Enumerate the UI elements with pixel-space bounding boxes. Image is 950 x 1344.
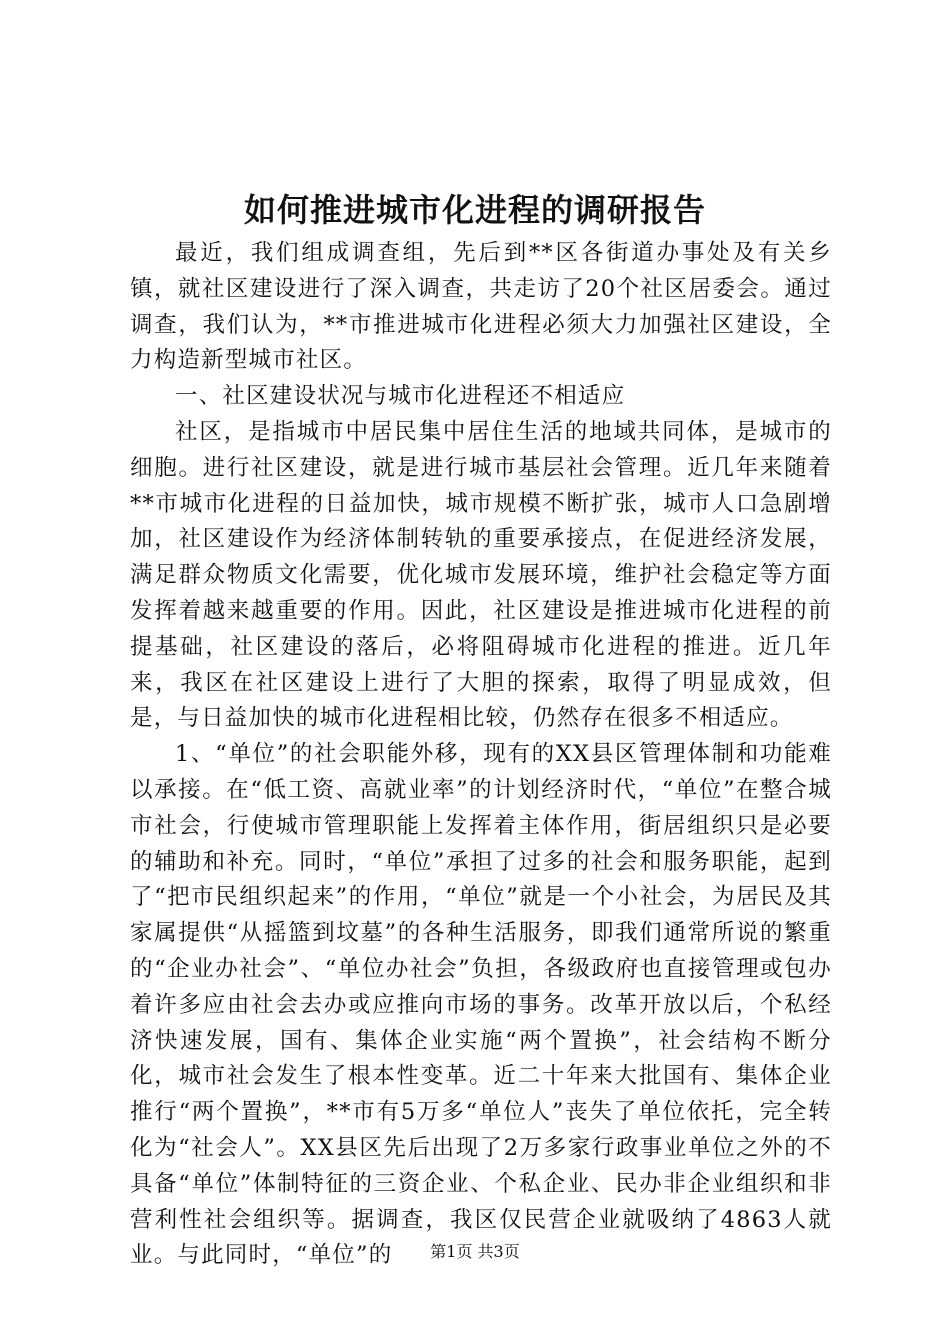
section-heading: 一、社区建设状况与城市化进程还不相适应	[175, 383, 626, 410]
paragraph-intro: 最近，我们组成调查组，先后到**区各街道办事处及有关乡镇，就社区建设进行了深入调查，共走访了20个社区居委会。通过调查，我们认为，**市推进城市化进程必须大力加强社区建设，全力构造新型城市社区。	[130, 240, 832, 374]
document-body	[130, 236, 832, 1274]
document-title: 如何推进城市化进程的调研报告	[243, 191, 706, 229]
paragraph-community: 社区，是指城市中居民集中居住生活的地域共同体，是城市的细胞。进行社区建设，就是进行城市基层社会管理。近几年来随着**市城市化进程的日益加快，城市规模不断扩张，城市人口急剧增加，社区建设作为经济体制转轨的重要承接点，在促进经济发展，满足群众物质文化需要，优化城市发展环境，维护社会稳定等方面发挥着越来越重要的作用。因此，社区建设是推进城市化进程的前提基础，社区建设的落后，必将阻碍城市化进程的推进。近几年来，我区在社区建设上进行了大胆的探索，取得了明显成效，但是，与日益加快的城市化进程相比较，仍然存在很多不相适应。	[130, 418, 832, 732]
paragraph-point-1: 1、“单位”的社会职能外移，现有的XX县区管理体制和功能难以承接。在“低工资、高就业率”的计划经济时代，“单位”在整合城市社会，行使城市管理职能上发挥着主体作用，街居组织只是必要的辅助和补充。同时，“单位”承担了过多的社会和服务职能，起到了“把市民组织起来”的作用，“单位”就是一个小社会，为居民及其家属提供“从摇篮到坟墓”的各种生活服务，即我们通常所说的繁重的“企业办社会”、“单位办社会”负担，各级政府也直接管理或包办着许多应由社会去办或应推向市场的事务。改革开放以后，个私经济快速发展，国有、集体企业实施“两个置换”，社会结构不断分化，城市社会发生了根本性变革。近二十年来大批国有、集体企业推行“两个置换”，**市有5万多“单位人”丧失了单位依托，完全转化为“社会人”。XX县区先后出现了2万多家行政事业单位之外的不具备“单位”体制特征的三资企业、个私企业、民办非企业组织和非营利性社会组织等。据调查，我区仅民营企业就吸纳了4863人就业。与此同时，“单位”的	[130, 741, 832, 1269]
page-footer: 第1页 共3页	[430, 1242, 520, 1261]
